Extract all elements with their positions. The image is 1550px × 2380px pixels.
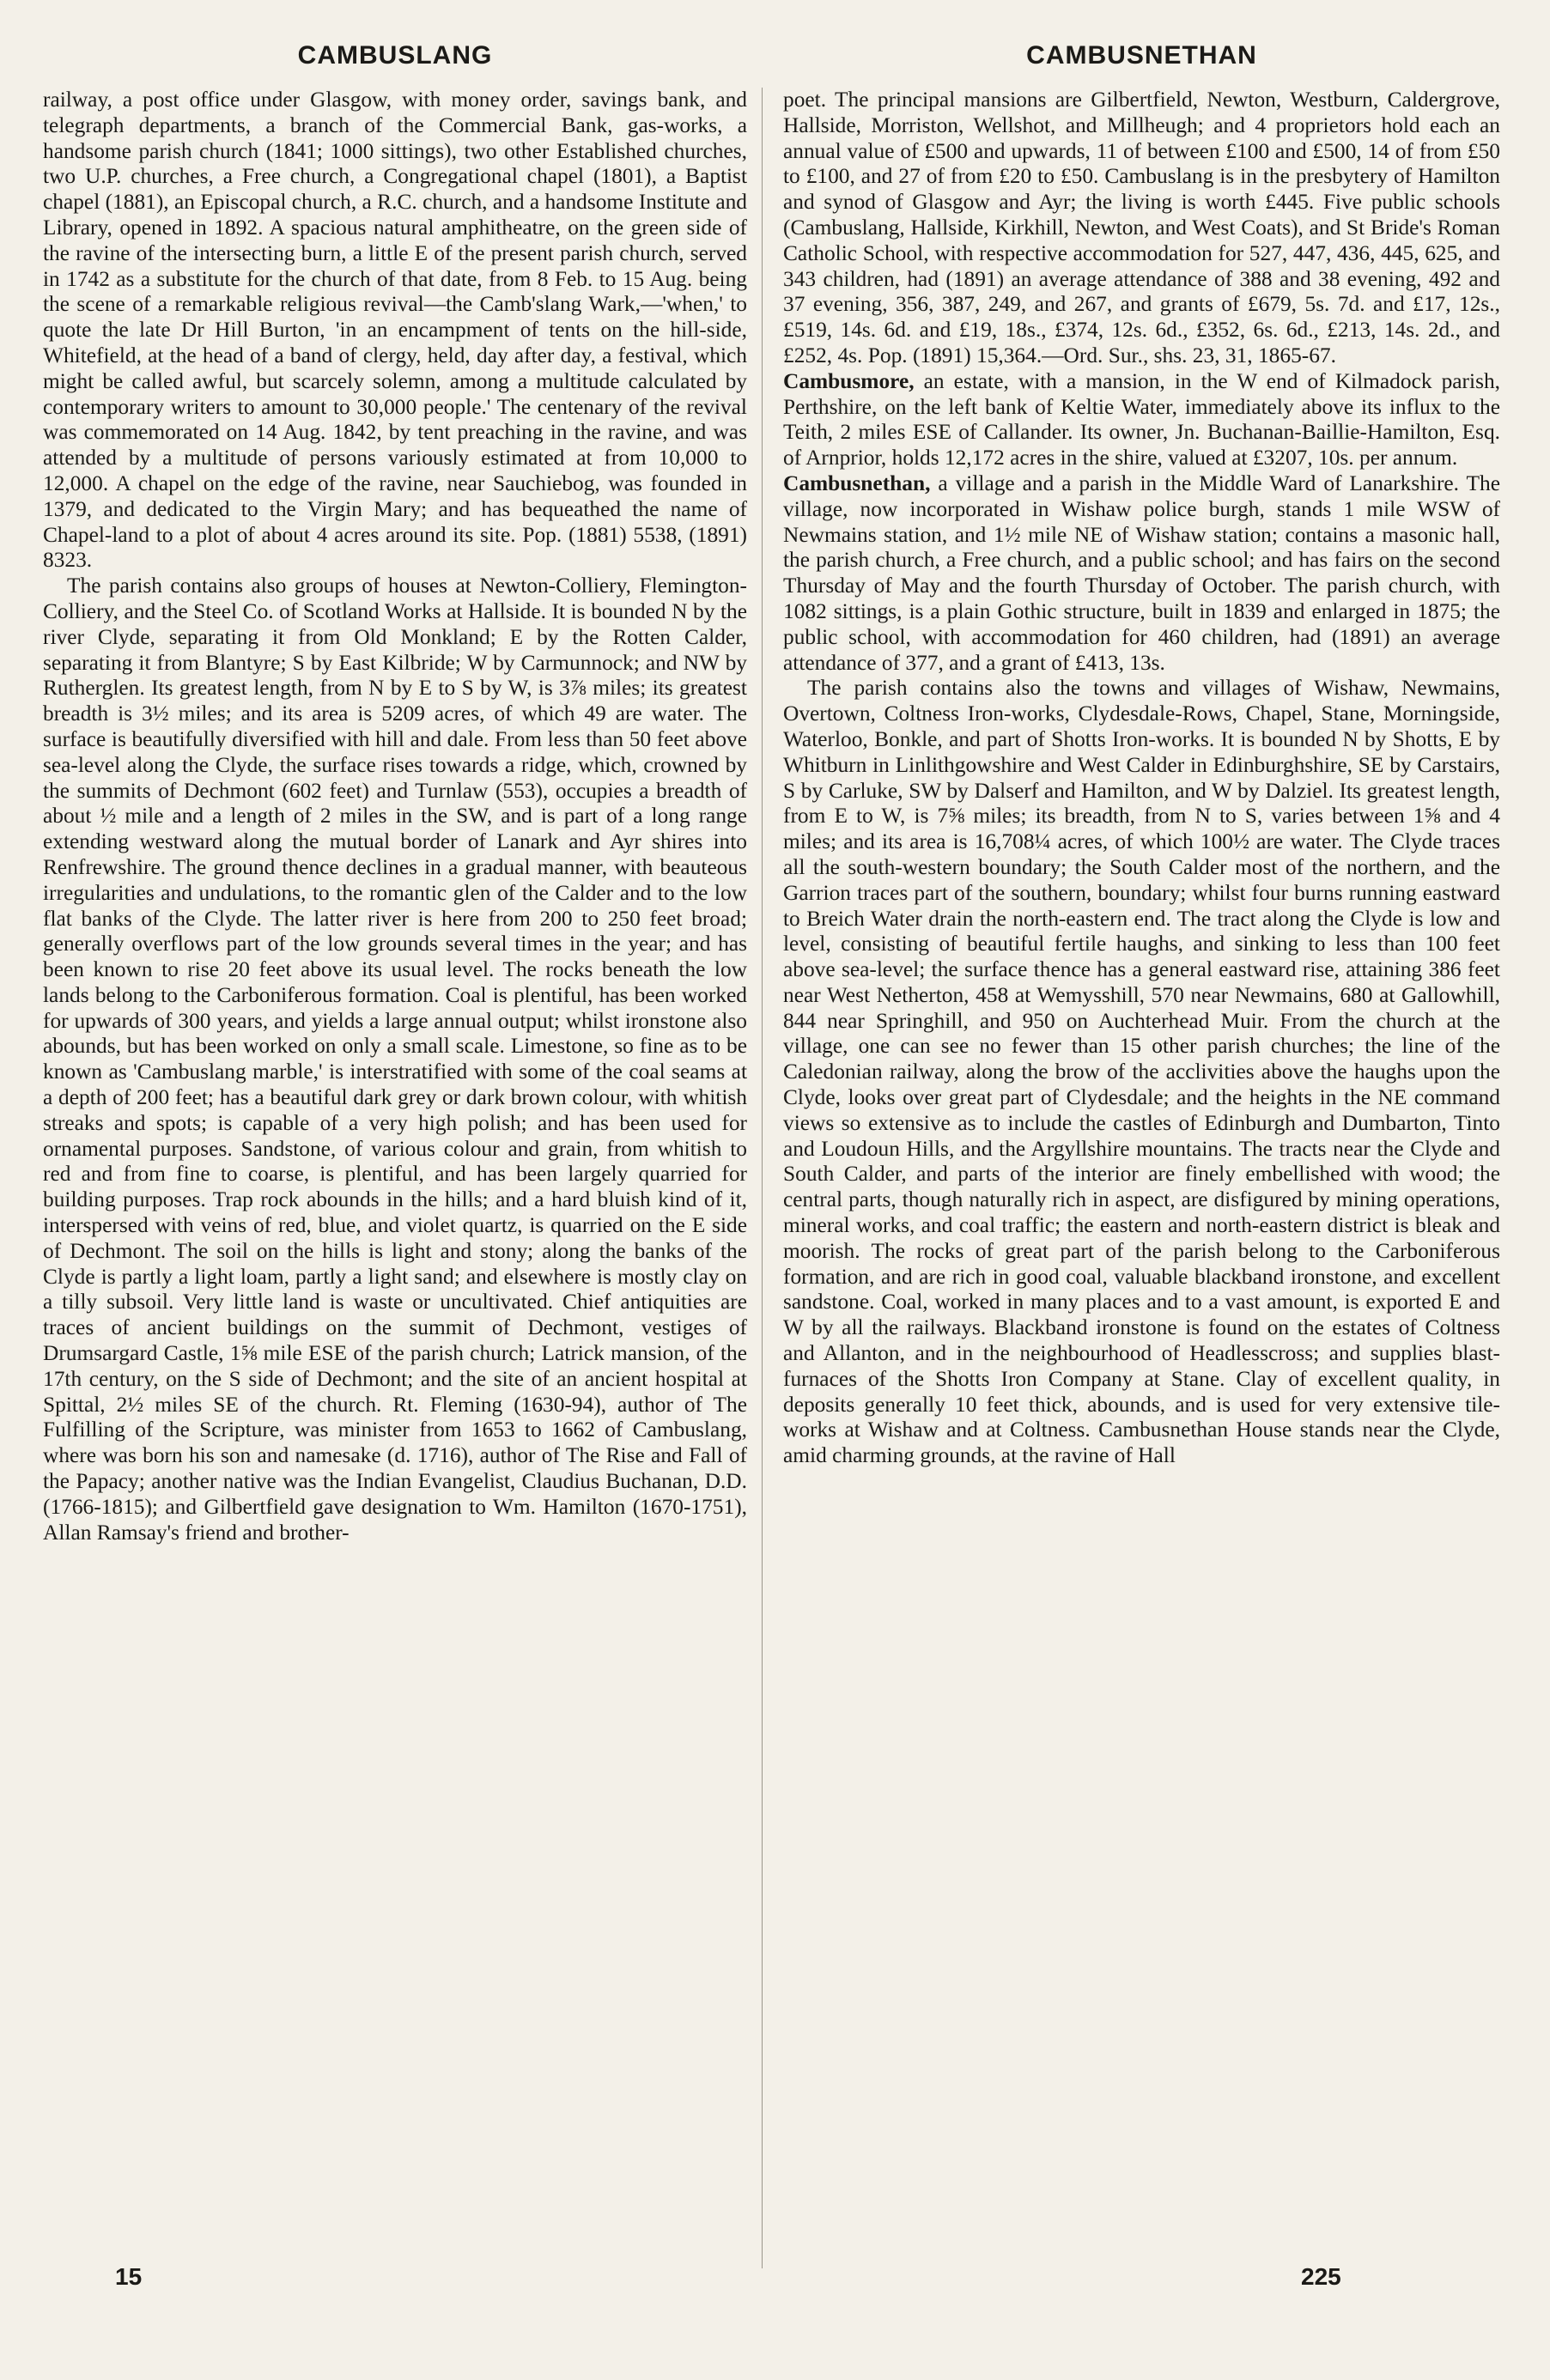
entry-cambusmore [783,369,1500,471]
left-column [43,88,747,2275]
entry-body-cambusmore: an estate, with a mansion, in the W end of Kilmadock parish, Perthshire, on the left bank of Keltie Water, immediately above its influx to the Teith, 2 miles ESE of Callander. Its owner, Jn. Buchanan-Baillie-Hamilton, Esq. of Arnprior, holds 12,172 acres in the shire, valued at £3207, 10s. per annum. [783,368,1500,471]
entry-body-cambusnethan: a village and a parish in the Middle Ward of Lanarkshire. The village, now incorporated in Wishaw police burgh, stands 1 mile WSW of Newmains station, and 1½ mile NE of Wishaw station; contains a masonic hall, the parish church, a Free church, and a public school; and has fairs on the second Thursday of May and the fourth Thursday of October. The parish church, with 1082 sittings, is a plain Gothic structure, built in 1839 and enlarged in 1875; the public school, with accommodation for 460 children, had (1891) an average attendance of 377, and a grant of £413, 13s. [783,471,1500,675]
entry-headword-cambusmore: Cambusmore, [783,368,915,393]
left-paragraph-1: railway, a post office under Glasgow, with money order, savings bank, and telegraph departments, a branch of the Commercial Bank, gas-works, a handsome parish church (1841; 1000 sittings), two other Established churches, two U.P. churches, a Free church, a Congregational chapel (1801), a Baptist chapel (1881), an Episcopal church, a R.C. church, and a handsome Institute and Library, opened in 1892. A spacious natural amphitheatre, on the green side of the ravine of the intersecting burn, a little E of the present parish church, served in 1742 as a substitute for the church of that date, from 8 Feb. to 15 Aug. being the scene of a remarkable religious revival—the Camb'slang Wark,—'when,' to quote the late Dr Hill Burton, 'in an encampment of tents on the hill-side, Whitefield, at the head of a band of clergy, held, day after day, a festival, which might be called awful, but scarcely solemn, among a multitude calculated by contemporary writers to amount to 30,000 people.' The centenary of the revival was commemorated on 14 Aug. 1842, by tent preaching in the ravine, and was attended by a multitude of persons variously estimated at from 10,000 to 12,000. A chapel on the edge of the ravine, near Sauchiebog, was founded in 1379, and dedicated to the Virgin Mary; and has bequeathed the name of Chapel-land to a plot of about 4 acres around its site. Pop. (1881) 5538, (1891) 8323. [43,88,748,573]
entry-cambusnethan [783,471,1500,676]
right-paragraph-2: The parish contains also the towns and villages of Wishaw, Newmains, Overtown, Coltness Iron-works, Clydesdale-Rows, Chapel, Stane, Morningside, Waterloo, Bonkle, and part of Shotts Iron-works. It is bounded N by Shotts, E by Whitburn in Linlithgowshire and West Calder in Edinburghshire, SE by Carstairs, S by Carluke, SW by Dalserf and Hamilton, and W by Dalziel. Its greatest length, from E to W, is 7⅝ miles; its breadth, from N to S, varies between 1⅝ and 4 miles; and its area is 16,708¼ acres, of which 100½ are water. The Clyde traces all the south-western boundary; the South Calder most of the northern, and the Garrion traces part of the southern, boundary; whilst four burns running eastward to Breich Water drain the north-eastern end. The tract along the Clyde is low and level, consisting of beautiful fertile haughs, and sinking to less than 100 feet above sea-level; the surface thence has a general eastward rise, attaining 386 feet near West Netherton, 458 at Wemysshill, 570 near Newmains, 680 at Gallowhill, 844 near Springhill, and 950 on Auchterhead Muir. From the church at the village, one can see no fewer than 15 other parish churches; the line of the Caledonian railway, along the brow of the acclivities above the haughs upon the Clyde, looks over great part of Clydesdale; and the heights in the NE command views so extensive as to include the castles of Edinburgh and Dumbarton, Tinto and Loudoun Hills, and the Argyllshire mountains. The tracts near the Clyde and South Calder, and parts of the interior are finely embellished with wood; the central parts, though naturally rich in aspect, are disfigured by mining operations, mineral works, and coal traffic; the eastern and north-eastern district is bleak and moorish. The rocks of great part of the parish belong to the Carboniferous formation, and are rich in good coal, valuable blackband ironstone, and excellent sandstone. Coal, worked in many places and to a vast amount, is exported E and W by all the railways. Blackband ironstone is found on the estates of Coltness and Allanton, and in the neighbourhood of Headlesscross; and supplies blast-furnaces of the Shotts Iron Company at Stane. Clay of excellent quality, in deposits generally 10 feet thick, abounds, and is used for very extensive tile-works at Wishaw and at Coltness. Cambusnethan House stands near the Clyde, amid charming grounds, at the ravine of Hall [783,676,1500,1468]
right-paragraph-1: poet. The principal mansions are Gilbertfield, Newton, Westburn, Caldergrove, Hallside, Morriston, Wellshot, and Millheugh; and 4 proprietors hold each an annual value of £500 and upwards, 11 of between £100 and £500, 14 of from £50 to £100, and 27 of from £20 to £50. Cambuslang is in the presbytery of Hamilton and synod of Glasgow and Ayr; the living is worth £445. Five public schools (Cambuslang, Hallside, Kirkhill, Newton, and West Coats), and St Bride's Roman Catholic School, with respective accommodation for 527, 447, 436, 445, 625, and 343 children, had (1891) an average attendance of 388 and 38 evening, 492 and 37 evening, 356, 387, 249, and 267, and grants of £679, 5s. 7d. and £17, 12s., £519, 14s. 6d. and £19, 18s., £374, 12s. 6d., £352, 6s. 6d., £213, 14s. 2d., and £252, 4s. Pop. (1891) 15,364.—Ord. Sur., shs. 23, 31, 1865-67. [783,88,1500,367]
right-column [783,88,1500,2275]
right-page-number: 225 [1301,2263,1341,2290]
entry-headword-cambusnethan: Cambusnethan, [783,471,931,495]
left-running-head: CAMBUSLANG [297,41,493,70]
right-running-head: CAMBUSNETHAN [1026,41,1257,70]
column-divider [762,88,763,2268]
left-page-number: 15 [115,2263,143,2290]
left-paragraph-2: The parish contains also groups of houses at Newton-Colliery, Flemington-Colliery, and the Steel Co. of Scotland Works at Hallside. It is bounded N by the river Clyde, separating it from Old Monkland; E by the Rotten Calder, separating it from Blantyre; S by East Kilbride; W by Carmunnock; and NW by Rutherglen. Its greatest length, from N by E to S by W, is 3⅞ miles; its greatest breadth is 3½ miles; and its area is 5209 acres, of which 49 are water. The surface is beautifully diversified with hill and dale. From less than 50 feet above sea-level along the Clyde, the surface rises towards a ridge, which, crowned by the summits of Dechmont (602 feet) and Turnlaw (553), occupies a breadth of about ½ mile and a length of 2 miles in the SW, and is part of a long range extending westward along the mutual border of Lanark and Ayr shires into Renfrewshire. The ground thence declines in a gradual manner, with beauteous irregularities and undulations, to the romantic glen of the Calder and to the low flat banks of the Clyde. The latter river is here from 200 to 250 feet broad; generally overflows part of the low grounds several times in the year; and has been known to rise 20 feet above its usual level. The rocks beneath the low lands belong to the Carboniferous formation. Coal is plentiful, has been worked for upwards of 300 years, and yields a large annual output; whilst ironstone also abounds, but has been worked on only a small scale. Limestone, so fine as to be known as 'Cambuslang marble,' is interstratified with some of the coal seams at a depth of 200 feet; has a beautiful dark grey or dark brown colour, with whitish streaks and spots; is capable of a very high polish; and has been used for ornamental purposes. Sandstone, of various colour and grain, from whitish to red and from fine to coarse, is plentiful, and has been largely quarried for building purposes. Trap rock abounds in the hills; and a hard bluish kind of it, interspersed with veins of red, blue, and violet quartz, is quarried on the E side of Dechmont. The soil on the hills is light and stony; along the banks of the Clyde is partly a light loam, partly a light sand; and elsewhere is mostly clay on a tilly subsoil. Very little land is waste or uncultivated. Chief antiquities are traces of ancient buildings on the summit of Dechmont, vestiges of Drumsargard Castle, 1⅝ mile ESE of the parish church; Latrick mansion, of the 17th century, on the S side of Dechmont; and the site of an ancient hospital at Spittal, 2½ miles SE of the church. Rt. Fleming (1630-94), author of The Fulfilling of the Scripture, was minister from 1653 to 1662 of Cambuslang, where was born his son and namesake (d. 1716), author of The Rise and Fall of the Papacy; another native was the Indian Evangelist, Claudius Buchanan, D.D. (1766-1815); and Gilbertfield gave designation to Wm. Hamilton (1670-1751), Allan Ramsay's friend and brother- [43,574,747,1545]
